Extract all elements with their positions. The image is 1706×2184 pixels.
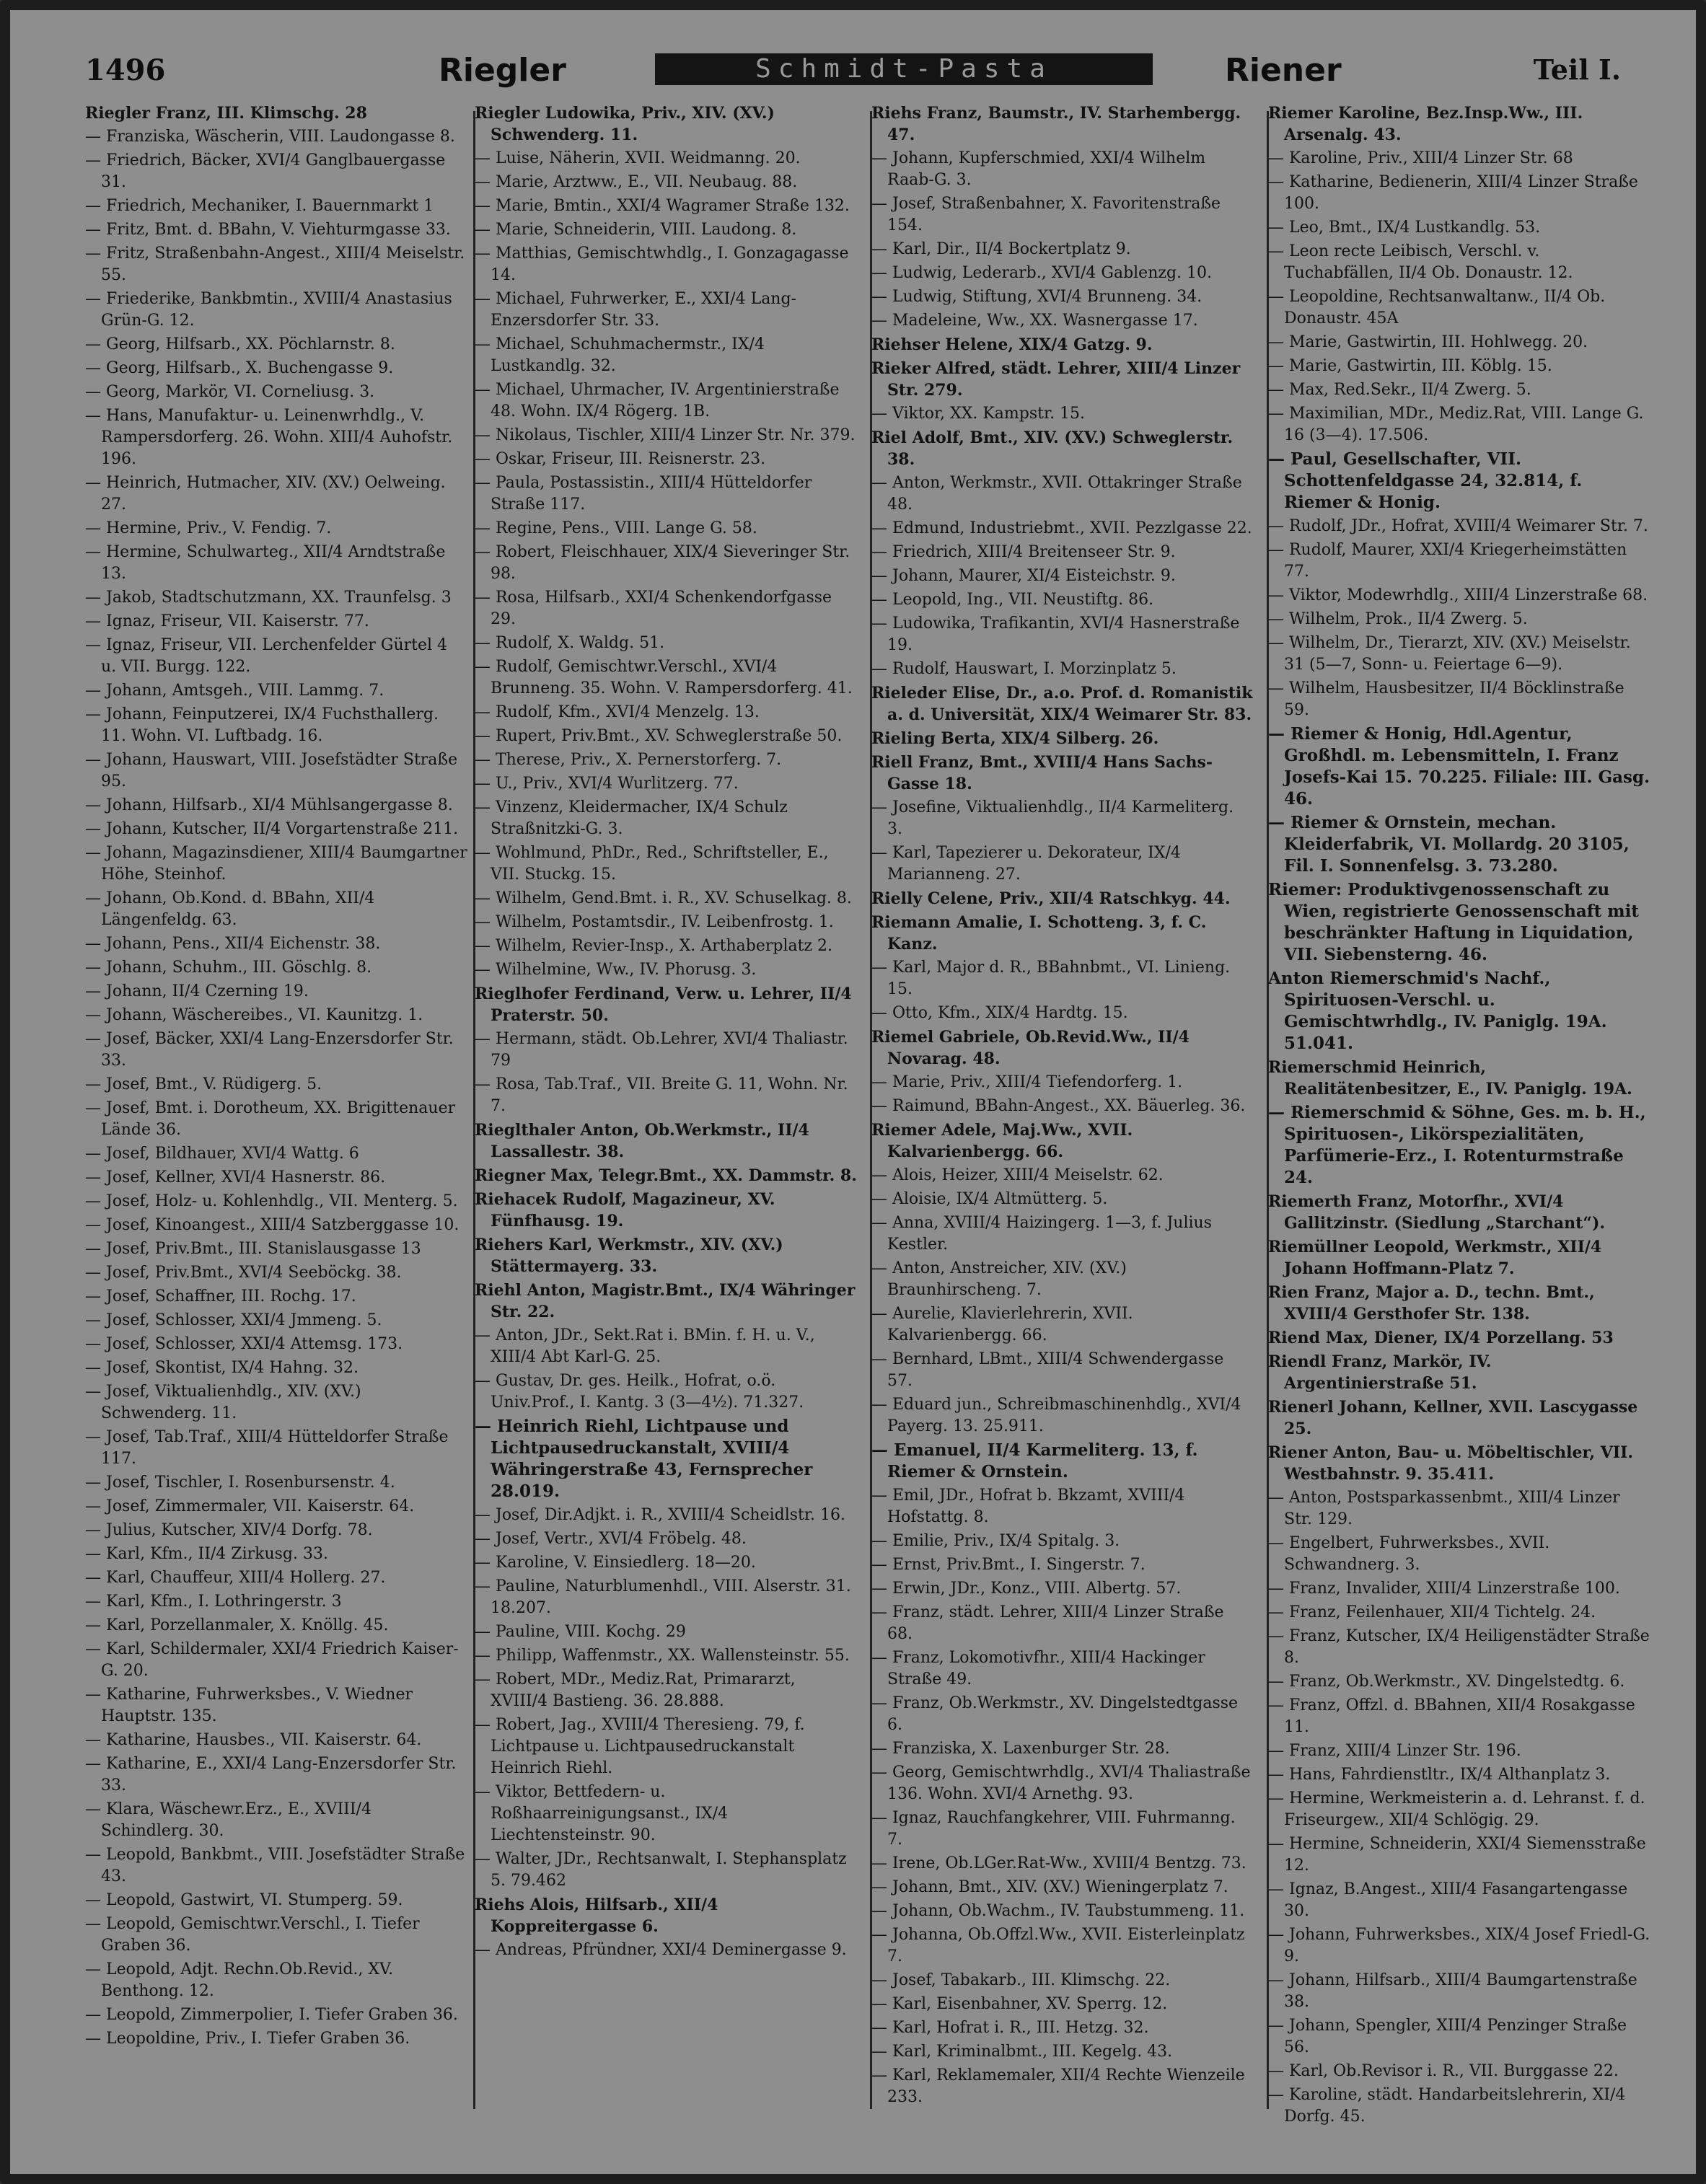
directory-entry: — Riemer & Ornstein, mechan. Kleiderfabrik, VI. Mollardg. 20 3105, Fil. I. Sonnenfelsg. 3. 73.280. xyxy=(1268,813,1630,876)
directory-entry: Riener Anton, Bau- u. Möbeltischler, VII. Westbahnstr. 9. 35.411. xyxy=(1268,1443,1634,1484)
directory-entry: Riemel Gabriele, Ob.Revid.Ww., II/4 Novarag. 48. xyxy=(871,1028,1190,1068)
directory-entry: — Emanuel, II/4 Karmeliterg. 13, f. Riemer & Ornstein. xyxy=(871,1440,1198,1481)
directory-entry: — Paul, Gesellschafter, VII. Schottenfeldgasse 24, 32.814, f. Riemer & Honig. xyxy=(1268,449,1583,512)
left-running-head: Riegler xyxy=(439,52,566,89)
directory-entry: Riehs Alois, Hilfsarb., XII/4 Koppreitergasse 6. xyxy=(475,1895,718,1936)
directory-entry: Riemer Karoline, Bez.Insp.Ww., III. Arsenalg. 43. xyxy=(1268,104,1583,144)
directory-entry: — Fritz, Straßenbahn-Angest., XIII/4 Meiselstr. 55. xyxy=(85,245,465,284)
directory-entry: — Ignaz, Friseur, VII. Kaiserstr. 77. xyxy=(85,612,369,630)
directory-entry: Riehser Helene, XIX/4 Gatzg. 9. xyxy=(871,335,1153,354)
directory-entry: — Marie, Arztww., E., VII. Neubaug. 88. xyxy=(475,173,798,191)
directory-entry: — Josef, Bäcker, XXI/4 Lang-Enzersdorfer Str. 33. xyxy=(85,1030,454,1070)
directory-entry: — Michael, Uhrmacher, IV. Argentinierstraße 48. Wohn. IX/4 Rögerg. 1B. xyxy=(475,381,840,420)
column-4 xyxy=(1268,102,1650,2144)
directory-entry: — Karl, Schildermaler, XXI/4 Friedrich Kaiser-G. 20. xyxy=(85,1640,459,1680)
directory-entry: — Leopold, Adjt. Rechn.Ob.Revid., XV. Benthong. 12. xyxy=(85,1960,394,2000)
directory-entry: — Katharine, Bedienerin, XIII/4 Linzer Straße 100. xyxy=(1268,173,1638,213)
directory-entry: Riendl Franz, Markör, IV. Argentinierstraße 51. xyxy=(1268,1352,1492,1393)
directory-entry: — Jakob, Stadtschutzmann, XX. Traunfelsg. 3 xyxy=(85,589,452,607)
directory-entry: — Madeleine, Ww., XX. Wasnergasse 17. xyxy=(871,312,1198,330)
directory-entry: — Johann, Maurer, XI/4 Eisteichstr. 9. xyxy=(871,567,1176,585)
directory-entry: — Leopold, Gemischtwr.Verschl., I. Tiefer Graben 36. xyxy=(85,1915,420,1955)
directory-entry: — Raimund, BBahn-Angest., XX. Bäuerleg. 36. xyxy=(871,1097,1246,1115)
directory-entry: Riemerth Franz, Motorfhr., XVI/4 Gallitzinstr. (Siedlung „Starchant“). xyxy=(1268,1192,1606,1233)
directory-entry: — Luise, Näherin, XVII. Weidmanng. 20. xyxy=(475,149,801,167)
directory-entry: — Wilhelm, Hausbesitzer, II/4 Böcklinstraße 59. xyxy=(1268,679,1624,719)
directory-entry: — Wilhelm, Postamtsdir., IV. Leibenfrostg. 1. xyxy=(475,913,834,931)
directory-entry: — Karoline, V. Einsiedlerg. 18—20. xyxy=(475,1554,756,1572)
directory-entry: — Josef, Skontist, IX/4 Hahng. 32. xyxy=(85,1359,359,1377)
directory-entry: — Karl, Dir., II/4 Bockertplatz 9. xyxy=(871,240,1131,258)
directory-entry: — Karl, Ob.Revisor i. R., VII. Burggasse 22. xyxy=(1268,2062,1619,2080)
directory-entry: Riel Adolf, Bmt., XIV. (XV.) Schweglerstr. 38. xyxy=(871,428,1234,469)
directory-entry: — Rudolf, Hauswart, I. Morzinplatz 5. xyxy=(871,660,1177,678)
directory-entry: — Matthias, Gemischtwhdlg., I. Gonzagagasse 14. xyxy=(475,245,849,284)
directory-entry: Riehacek Rudolf, Magazineur, XV. Fünfhausg. 19. xyxy=(475,1190,775,1230)
directory-entry: — Josef, Priv.Bmt., XVI/4 Seeböckg. 38. xyxy=(85,1264,402,1282)
directory-entry: — Riemer & Honig, Hdl.Agentur, Großhdl. m. Lebensmitteln, I. Franz Josefs-Kai 15. 70.225. Filiale: III. Gasg. 46. xyxy=(1268,724,1650,809)
directory-entry: — Karl, Eisenbahner, XV. Sperrg. 12. xyxy=(871,1995,1168,2013)
directory-entry: — Josef, Dir.Adjkt. i. R., XVIII/4 Scheidlstr. 16. xyxy=(475,1506,845,1524)
directory-entry: — Johann, Schuhm., III. Göschlg. 8. xyxy=(85,959,372,977)
directory-entry: — Aloisie, IX/4 Altmütterg. 5. xyxy=(871,1190,1108,1208)
directory-entry: — Michael, Fuhrwerker, E., XXI/4 Lang-Enzersdorfer Str. 33. xyxy=(475,290,796,330)
page-number: 1496 xyxy=(85,53,166,87)
directory-entry: — Josef, Bmt. i. Dorotheum, XX. Brigittenauer Lände 36. xyxy=(85,1099,456,1139)
directory-entry: — Marie, Priv., XIII/4 Tiefendorferg. 1. xyxy=(871,1073,1183,1091)
directory-entry: — Regine, Pens., VIII. Lange G. 58. xyxy=(475,519,757,537)
directory-entry: — Josef, Tischler, I. Rosenbursenstr. 4. xyxy=(85,1474,395,1492)
directory-entry: — Josef, Viktualienhdlg., XIV. (XV.) Schwenderg. 11. xyxy=(85,1383,361,1422)
directory-entry: — Ludwig, Stiftung, XVI/4 Brunneng. 34. xyxy=(871,288,1202,306)
directory-entry: — Aurelie, Klavierlehrerin, XVII. Kalvarienbergg. 66. xyxy=(871,1305,1133,1344)
directory-entry: Rieleder Elise, Dr., a.o. Prof. d. Romanistik a. d. Universität, XIX/4 Weimarer Str. 83. xyxy=(871,684,1253,724)
directory-entry: — Franz, städt. Lehrer, XIII/4 Linzer Straße 68. xyxy=(871,1603,1224,1643)
directory-entry: — Anna, XVIII/4 Haizingerg. 1—3, f. Julius Kestler. xyxy=(871,1214,1213,1254)
directory-entry: Riemer: Produktivgenossenschaft zu Wien, registrierte Genossenschaft mit beschränkter Haftung in Liquidation, VII. Siebensterng. 46. xyxy=(1268,880,1639,964)
directory-entry: — Josef, Priv.Bmt., III. Stanislausgasse 13 xyxy=(85,1240,421,1258)
directory-entry: — Georg, Gemischtwrhdlg., XVI/4 Thaliastraße 136. Wohn. XVI/4 Arnethg. 93. xyxy=(871,1764,1251,1803)
directory-entry: Riemann Amalie, I. Schotteng. 3, f. C. Kanz. xyxy=(871,913,1207,954)
directory-entry: — Hans, Manufaktur- u. Leinenwrhdlg., V. Rampersdorferg. 26. Wohn. XIII/4 Auhofstr. 196. xyxy=(85,407,453,468)
directory-entry: — Marie, Gastwirtin, III. Hohlwegg. 20. xyxy=(1268,333,1588,351)
directory-entry: — Vinzenz, Kleidermacher, IX/4 Schulz Straßnitzki-G. 3. xyxy=(475,798,788,838)
directory-entry: — Robert, MDr., Mediz.Rat, Primararzt, XVIII/4 Bastieng. 36. 28.888. xyxy=(475,1670,796,1710)
directory-entry: — Philipp, Waffenmstr., XX. Wallensteinstr. 55. xyxy=(475,1647,850,1665)
directory-entry: — Wilhelmine, Ww., IV. Phorusg. 3. xyxy=(475,961,757,979)
directory-entry: — Friedrich, Mechaniker, I. Bauernmarkt 1 xyxy=(85,197,434,215)
directory-entry: — Johanna, Ob.Offzl.Ww., XVII. Eisterleinplatz 7. xyxy=(871,1926,1245,1965)
directory-entry: — Irene, Ob.LGer.Rat-Ww., XVIII/4 Bentzg. 73. xyxy=(871,1854,1246,1872)
directory-entry: — Friederike, Bankbmtin., XVIII/4 Anastasius Grün-G. 12. xyxy=(85,290,452,330)
directory-entry: — Leon recte Leibisch, Verschl. v. Tuchabfällen, II/4 Ob. Donaustr. 12. xyxy=(1268,242,1573,282)
directory-entry: — U., Priv., XVI/4 Wurlitzerg. 77. xyxy=(475,775,739,793)
directory-entry: — Johann, Bmt., XIV. (XV.) Wieningerplatz 7. xyxy=(871,1878,1228,1896)
directory-entry: — Ignaz, Friseur, VII. Lerchenfelder Gürtel 4 u. VII. Burgg. 122. xyxy=(85,636,448,676)
directory-entry: — Pauline, VIII. Kochg. 29 xyxy=(475,1623,686,1641)
directory-entry: Riell Franz, Bmt., XVIII/4 Hans Sachs-Gasse 18. xyxy=(871,753,1213,793)
directory-entry: Rieker Alfred, städt. Lehrer, XIII/4 Linzer Str. 279. xyxy=(871,359,1241,400)
directory-entry: — Hermann, städt. Ob.Lehrer, XVI/4 Thaliastr. 79 xyxy=(475,1030,848,1070)
directory-entry: — Katharine, E., XXI/4 Lang-Enzersdorfer Str. 33. xyxy=(85,1755,457,1795)
directory-entry: — Hermine, Schulwarteg., XII/4 Arndtstraße 13. xyxy=(85,543,446,583)
directory-entry: — Johann, Fuhrwerksbes., XIX/4 Josef Friedl-G. 9. xyxy=(1268,1926,1650,1965)
directory-entry: — Leopoldine, Priv., I. Tiefer Graben 36. xyxy=(85,2030,410,2048)
directory-entry: — Ignaz, B.Angest., XIII/4 Fasangartengasse 30. xyxy=(1268,1880,1628,1920)
directory-entry: — Therese, Priv., X. Pernerstorferg. 7. xyxy=(475,751,782,769)
directory-entry: — Alois, Heizer, XIII/4 Meiselstr. 62. xyxy=(871,1166,1164,1184)
directory-entry: — Franz, Lokomotivfhr., XIII/4 Hackinger Straße 49. xyxy=(871,1649,1205,1688)
column-1 xyxy=(85,102,467,2144)
directory-entry: — Johann, Feinputzerei, IX/4 Fuchsthallerg. 11. Wohn. VI. Luftbadg. 16. xyxy=(85,705,439,745)
directory-entry: — Karoline, städt. Handarbeitslehrerin, XI/4 Dorfg. 45. xyxy=(1268,2086,1626,2126)
directory-entry: — Georg, Markör, VI. Corneliusg. 3. xyxy=(85,383,375,401)
directory-entry: — Franziska, X. Laxenburger Str. 28. xyxy=(871,1740,1170,1758)
directory-entry: — Ludowika, Trafikantin, XVI/4 Hasnerstraße 19. xyxy=(871,615,1240,654)
directory-entry: Riemerschmid Heinrich, Realitätenbesitzer, E., IV. Paniglg. 19A. xyxy=(1268,1058,1632,1098)
directory-entry: — Julius, Kutscher, XIV/4 Dorfg. 78. xyxy=(85,1521,373,1539)
directory-entry: — Wilhelm, Revier-Insp., X. Arthaberplatz 2. xyxy=(475,937,833,955)
directory-entry: — Franziska, Wäscherin, VIII. Laudongasse 8. xyxy=(85,128,455,146)
directory-entry: — Franz, Kutscher, IX/4 Heiligenstädter Straße 8. xyxy=(1268,1627,1650,1667)
directory-entry: Riehl Anton, Magistr.Bmt., IX/4 Währinger Str. 22. xyxy=(475,1281,856,1321)
directory-entry: — Anton, Postsparkassenbmt., XIII/4 Linzer Str. 129. xyxy=(1268,1489,1620,1528)
directory-entry: Riemüllner Leopold, Werkmstr., XII/4 Johann Hoffmann-Platz 7. xyxy=(1268,1238,1602,1278)
directory-entry: — Anton, Werkmstr., XVII. Ottakringer Straße 48. xyxy=(871,474,1242,514)
directory-entry: — Johann, Hauswart, VIII. Josefstädter Straße 95. xyxy=(85,751,458,791)
directory-entry: — Karl, Major d. R., BBahnbmt., VI. Linieng. 15. xyxy=(871,959,1231,998)
directory-entry: — Leopoldine, Rechtsanwaltanw., II/4 Ob. Donaustr. 45A xyxy=(1268,288,1606,327)
directory-entry: — Rudolf, X. Waldg. 51. xyxy=(475,634,665,652)
directory-entry: — Johann, Ob.Kond. d. BBahn, XII/4 Längenfeldg. 63. xyxy=(85,889,375,929)
directory-columns xyxy=(85,102,1658,2144)
directory-entry: — Klara, Wäschewr.Erz., E., XVIII/4 Schindlerg. 30. xyxy=(85,1800,371,1840)
column-3 xyxy=(871,102,1254,2144)
directory-entry: — Viktor, Modewrhdlg., XIII/4 Linzerstraße 68. xyxy=(1268,586,1648,604)
directory-entry: — Josef, Schaffner, III. Rochg. 17. xyxy=(85,1287,356,1305)
directory-entry: — Rosa, Tab.Traf., VII. Breite G. 11, Wohn. Nr. 7. xyxy=(475,1075,848,1115)
directory-entry: — Josef, Schlosser, XXI/4 Jmmeng. 5. xyxy=(85,1311,382,1329)
directory-entry: — Wilhelm, Gend.Bmt. i. R., XV. Schuselkag. 8. xyxy=(475,889,852,907)
directory-entry: — Josef, Tabakarb., III. Klimschg. 22. xyxy=(871,1971,1171,1989)
directory-entry: — Viktor, XX. Kampstr. 15. xyxy=(871,405,1086,423)
directory-entry: — Eduard jun., Schreibmaschinenhdlg., XVI/4 Payerg. 13. 25.911. xyxy=(871,1396,1241,1435)
directory-entry: — Johann, Wäschereibes., VI. Kaunitzg. 1. xyxy=(85,1006,423,1024)
directory-entry: — Fritz, Bmt. d. BBahn, V. Viehturmgasse 33. xyxy=(85,221,451,239)
directory-entry: — Ignaz, Rauchfangkehrer, VIII. Fuhrmanng. 7. xyxy=(871,1809,1236,1849)
directory-entry: — Rudolf, Gemischtwr.Verschl., XVI/4 Brunneng. 35. Wohn. V. Rampersdorferg. 41. xyxy=(475,658,853,697)
directory-entry: — Hermine, Schneiderin, XXI/4 Siemensstraße 12. xyxy=(1268,1835,1646,1875)
directory-entry: — Friedrich, XIII/4 Breitenseer Str. 9. xyxy=(871,543,1176,561)
directory-entry: — Georg, Hilfsarb., XX. Pöchlarnstr. 8. xyxy=(85,335,395,353)
directory-entry: Riehers Karl, Werkmstr., XIV. (XV.) Stättermayerg. 33. xyxy=(475,1236,783,1276)
directory-entry: — Max, Red.Sekr., II/4 Zwerg. 5. xyxy=(1268,381,1531,399)
directory-entry: — Robert, Jag., XVIII/4 Theresieng. 79, f. Lichtpause u. Lichtpausedruckanstalt Heinrich Riehl. xyxy=(475,1716,805,1777)
directory-entry: — Andreas, Pfründner, XXI/4 Deminergasse 9. xyxy=(475,1941,847,1959)
directory-entry: — Wilhelm, Dr., Tierarzt, XIV. (XV.) Meiselstr. 31 (5—7, Sonn- u. Feiertage 6—9). xyxy=(1268,634,1631,674)
part-label: Teil I. xyxy=(1533,53,1621,86)
directory-entry: Rieglhofer Ferdinand, Verw. u. Lehrer, II/4 Praterstr. 50. xyxy=(475,985,852,1025)
directory-entry: — Leo, Bmt., IX/4 Lustkandlg. 53. xyxy=(1268,219,1541,237)
directory-entry: — Franz, Ob.Werkmstr., XV. Dingelstedtgasse 6. xyxy=(871,1694,1239,1734)
directory-entry: — Johann, Magazinsdiener, XIII/4 Baumgartner Höhe, Steinhof. xyxy=(85,844,467,884)
directory-entry: — Josef, Bmt., V. Rüdigerg. 5. xyxy=(85,1075,322,1093)
directory-entry: — Marie, Gastwirtin, III. Köblg. 15. xyxy=(1268,357,1552,375)
directory-entry: — Heinrich, Hutmacher, XIV. (XV.) Oelweing. 27. xyxy=(85,474,446,514)
directory-entry: — Johann, Hilfsarb., XIII/4 Baumgartenstraße 38. xyxy=(1268,1971,1637,2011)
directory-entry: — Erwin, JDr., Konz., VIII. Albertg. 57. xyxy=(871,1580,1182,1598)
directory-entry: Rien Franz, Major a. D., techn. Bmt., XVIII/4 Gersthofer Str. 138. xyxy=(1268,1283,1595,1324)
directory-entry: — Viktor, Bettfedern- u. Roßhaarreinigungsanst., IX/4 Liechtensteinstr. 90. xyxy=(475,1783,729,1844)
right-running-head: Riener xyxy=(1225,52,1342,89)
directory-entry: — Gustav, Dr. ges. Heilk., Hofrat, o.ö. Univ.Prof., I. Kantg. 3 (3—4½). 71.327. xyxy=(475,1372,804,1412)
directory-entry: Rielly Celene, Priv., XII/4 Ratschkyg. 44. xyxy=(871,889,1231,908)
directory-entry: — Anton, Anstreicher, XIV. (XV.) Braunhirscheng. 7. xyxy=(871,1259,1127,1299)
directory-entry: — Edmund, Industriebmt., XVII. Pezzlgasse 22. xyxy=(871,519,1252,537)
directory-entry: — Karl, Reklamemaler, XII/4 Rechte Wienzeile 233. xyxy=(871,2066,1245,2106)
directory-entry: — Karl, Chauffeur, XIII/4 Hollerg. 27. xyxy=(85,1569,386,1587)
directory-entry: — Franz, Ob.Werkmstr., XV. Dingelstedtg. 6. xyxy=(1268,1673,1625,1691)
directory-entry: — Rosa, Hilfsarb., XXI/4 Schenkendorfgasse 29. xyxy=(475,589,832,628)
directory-entry: — Heinrich Riehl, Lichtpause und Lichtpausedruckanstalt, XVIII/4 Währingerstraße 43, Fernsprecher 28.019. xyxy=(475,1417,813,1501)
directory-entry: Riend Max, Diener, IX/4 Porzellang. 53 xyxy=(1268,1329,1614,1347)
directory-entry: Rieglthaler Anton, Ob.Werkmstr., II/4 Lassallestr. 38. xyxy=(475,1121,809,1161)
directory-entry: — Friedrich, Bäcker, XVI/4 Ganglbauergasse 31. xyxy=(85,151,446,191)
directory-entry: Riegler Ludowika, Priv., XIV. (XV.) Schwenderg. 11. xyxy=(475,104,775,144)
page-header xyxy=(85,50,1621,94)
directory-entry: — Ludwig, Lederarb., XVI/4 Gablenzg. 10. xyxy=(871,264,1213,282)
directory-entry: — Paula, Postassistin., XIII/4 Hütteldorfer Straße 117. xyxy=(475,474,812,514)
directory-entry: — Josef, Straßenbahner, X. Favoritenstraße 154. xyxy=(871,195,1221,234)
directory-entry: Riemer Adele, Maj.Ww., XVII. Kalvarienbergg. 66. xyxy=(871,1121,1133,1161)
directory-entry: Riehs Franz, Baumstr., IV. Starhembergg. 47. xyxy=(871,104,1241,144)
directory-entry: — Franz, XIII/4 Linzer Str. 196. xyxy=(1268,1742,1521,1760)
directory-entry: — Josefine, Viktualienhdlg., II/4 Karmeliterg. 3. xyxy=(871,798,1234,838)
directory-entry: Riegner Max, Telegr.Bmt., XX. Dammstr. 8. xyxy=(475,1166,857,1185)
column-2 xyxy=(475,102,857,2144)
directory-entry: — Leopold, Bankbmt., VIII. Josefstädter Straße 43. xyxy=(85,1846,465,1885)
directory-entry: — Josef, Kinoangest., XIII/4 Satzberggasse 10. xyxy=(85,1216,460,1234)
directory-entry: — Karl, Hofrat i. R., III. Hetzg. 32. xyxy=(871,2019,1149,2037)
directory-entry: — Marie, Schneiderin, VIII. Laudong. 8. xyxy=(475,221,797,239)
directory-entry: — Johann, Amtsgeh., VIII. Lammg. 7. xyxy=(85,682,384,700)
directory-entry: Riegler Franz, III. Klimschg. 28 xyxy=(85,104,367,123)
directory-entry: — Johann, Pens., XII/4 Eichenstr. 38. xyxy=(85,935,381,953)
directory-entry: — Maximilian, MDr., Mediz.Rat, VIII. Lange G. 16 (3—4). 17.506. xyxy=(1268,405,1644,444)
directory-entry: — Hermine, Priv., V. Fendig. 7. xyxy=(85,519,332,537)
directory-entry: — Johann, Spengler, XIII/4 Penzinger Straße 56. xyxy=(1268,2017,1627,2056)
publisher-brand: Schmidt-Pasta xyxy=(655,53,1153,85)
directory-entry: — Franz, Feilenhauer, XII/4 Tichtelg. 24. xyxy=(1268,1603,1596,1621)
directory-entry: — Leopold, Ing., VII. Neustiftg. 86. xyxy=(871,591,1154,609)
directory-entry: — Otto, Kfm., XIX/4 Hardtg. 15. xyxy=(871,1004,1128,1022)
directory-entry: Anton Riemerschmid's Nachf., Spirituosen-Verschl. u. Gemischtwrhdlg., IV. Paniglg. 19A. 51.041. xyxy=(1268,969,1607,1053)
directory-entry: — Robert, Fleischhauer, XIX/4 Sieveringer Str. 98. xyxy=(475,543,850,583)
directory-entry: — Wohlmund, PhDr., Red., Schriftsteller, E., VII. Stuckg. 15. xyxy=(475,844,829,884)
directory-entry: — Johann, Hilfsarb., XI/4 Mühlsangergasse 8. xyxy=(85,796,453,814)
directory-entry: — Franz, Offzl. d. BBahnen, XII/4 Rosakgasse 11. xyxy=(1268,1696,1635,1736)
directory-entry: — Karl, Kriminalbmt., III. Kegelg. 43. xyxy=(871,2043,1173,2061)
directory-entry: — Karl, Tapezierer u. Dekorateur, IX/4 Marianneng. 27. xyxy=(871,844,1181,884)
directory-entry: — Bernhard, LBmt., XIII/4 Schwendergasse 57. xyxy=(871,1350,1224,1390)
directory-entry: — Wilhelm, Prok., II/4 Zwerg. 5. xyxy=(1268,610,1528,628)
directory-entry: — Rupert, Priv.Bmt., XV. Schweglerstraße 50. xyxy=(475,727,843,745)
directory-entry: — Karl, Kfm., II/4 Zirkusg. 33. xyxy=(85,1545,328,1563)
directory-entry: — Johann, Kutscher, II/4 Vorgartenstraße 211. xyxy=(85,820,459,838)
directory-entry: — Rudolf, Kfm., XVI/4 Menzelg. 13. xyxy=(475,703,760,721)
directory-entry: — Johann, Ob.Wachm., IV. Taubstummeng. 11. xyxy=(871,1902,1245,1920)
directory-entry: — Anton, JDr., Sekt.Rat i. BMin. f. H. u. V., XIII/4 Abt Karl-G. 25. xyxy=(475,1326,815,1366)
directory-entry: — Oskar, Friseur, III. Reisnerstr. 23. xyxy=(475,450,766,468)
directory-entry: — Karl, Porzellanmaler, X. Knöllg. 45. xyxy=(85,1616,389,1634)
directory-entry: — Riemerschmid & Söhne, Ges. m. b. H., Spirituosen-, Likörspezialitäten, Parfümerie-Erz., I. Rotenturmstraße 24. xyxy=(1268,1103,1646,1187)
directory-entry: — Leopold, Gastwirt, VI. Stumperg. 59. xyxy=(85,1891,403,1909)
directory-entry: — Marie, Bmtin., XXI/4 Wagramer Straße 132. xyxy=(475,197,850,215)
directory-entry: — Katharine, Fuhrwerksbes., V. Wiedner Hauptstr. 135. xyxy=(85,1686,413,1725)
directory-entry: — Josef, Vertr., XVI/4 Fröbelg. 48. xyxy=(475,1530,747,1548)
directory-entry: — Hermine, Werkmeisterin a. d. Lehranst. f. d. Friseurgew., XII/4 Schlögig. 29. xyxy=(1268,1789,1645,1829)
directory-entry: — Johann, II/4 Czerning 19. xyxy=(85,982,309,1000)
directory-entry: — Nikolaus, Tischler, XIII/4 Linzer Str. Nr. 379. xyxy=(475,426,856,444)
directory-entry: — Johann, Kupferschmied, XXI/4 Wilhelm Raab-G. 3. xyxy=(871,149,1206,189)
directory-entry: — Engelbert, Fuhrwerksbes., XVII. Schwandnerg. 3. xyxy=(1268,1534,1550,1574)
directory-entry: — Josef, Zimmermaler, VII. Kaiserstr. 64. xyxy=(85,1497,415,1515)
directory-entry: — Katharine, Hausbes., VII. Kaiserstr. 64. xyxy=(85,1731,422,1749)
directory-entry: Rieling Berta, XIX/4 Silberg. 26. xyxy=(871,729,1159,748)
directory-entry: — Ernst, Priv.Bmt., I. Singerstr. 7. xyxy=(871,1556,1146,1574)
directory-entry: — Josef, Bildhauer, XVI/4 Wattg. 6 xyxy=(85,1145,359,1163)
directory-entry: — Rudolf, Maurer, XXI/4 Kriegerheimstätten 77. xyxy=(1268,541,1627,581)
directory-entry: — Rudolf, JDr., Hofrat, XVIII/4 Weimarer Str. 7. xyxy=(1268,517,1648,535)
directory-entry: — Hans, Fahrdienstltr., IX/4 Althanplatz 3. xyxy=(1268,1766,1611,1784)
directory-entry: — Emil, JDr., Hofrat b. Bkzamt, XVIII/4 Hofstattg. 8. xyxy=(871,1487,1185,1526)
directory-entry: — Karoline, Priv., XIII/4 Linzer Str. 68 xyxy=(1268,149,1573,167)
directory-entry: — Josef, Schlosser, XXI/4 Attemsg. 173. xyxy=(85,1335,403,1353)
directory-entry: Rienerl Johann, Kellner, XVII. Lascygasse 25. xyxy=(1268,1398,1638,1438)
directory-entry: — Karl, Kfm., I. Lothringerstr. 3 xyxy=(85,1593,342,1611)
directory-entry: — Leopold, Zimmerpolier, I. Tiefer Graben 36. xyxy=(85,2006,458,2024)
directory-entry: — Josef, Holz- u. Kohlenhdlg., VII. Menterg. 5. xyxy=(85,1192,458,1210)
directory-entry: — Josef, Tab.Traf., XIII/4 Hütteldorfer Straße 117. xyxy=(85,1428,449,1468)
directory-entry: — Michael, Schuhmachermstr., IX/4 Lustkandlg. 32. xyxy=(475,335,765,375)
directory-entry: — Walter, JDr., Rechtsanwalt, I. Stephansplatz 5. 79.462 xyxy=(475,1850,847,1890)
directory-entry: — Georg, Hilfsarb., X. Buchengasse 9. xyxy=(85,359,394,377)
directory-entry: — Franz, Invalider, XIII/4 Linzerstraße 100. xyxy=(1268,1580,1620,1598)
directory-entry: — Pauline, Naturblumenhdl., VIII. Alserstr. 31. 18.207. xyxy=(475,1577,851,1617)
directory-entry: — Josef, Kellner, XVI/4 Hasnerstr. 86. xyxy=(85,1168,386,1186)
directory-entry: — Emilie, Priv., IX/4 Spitalg. 3. xyxy=(871,1532,1120,1550)
